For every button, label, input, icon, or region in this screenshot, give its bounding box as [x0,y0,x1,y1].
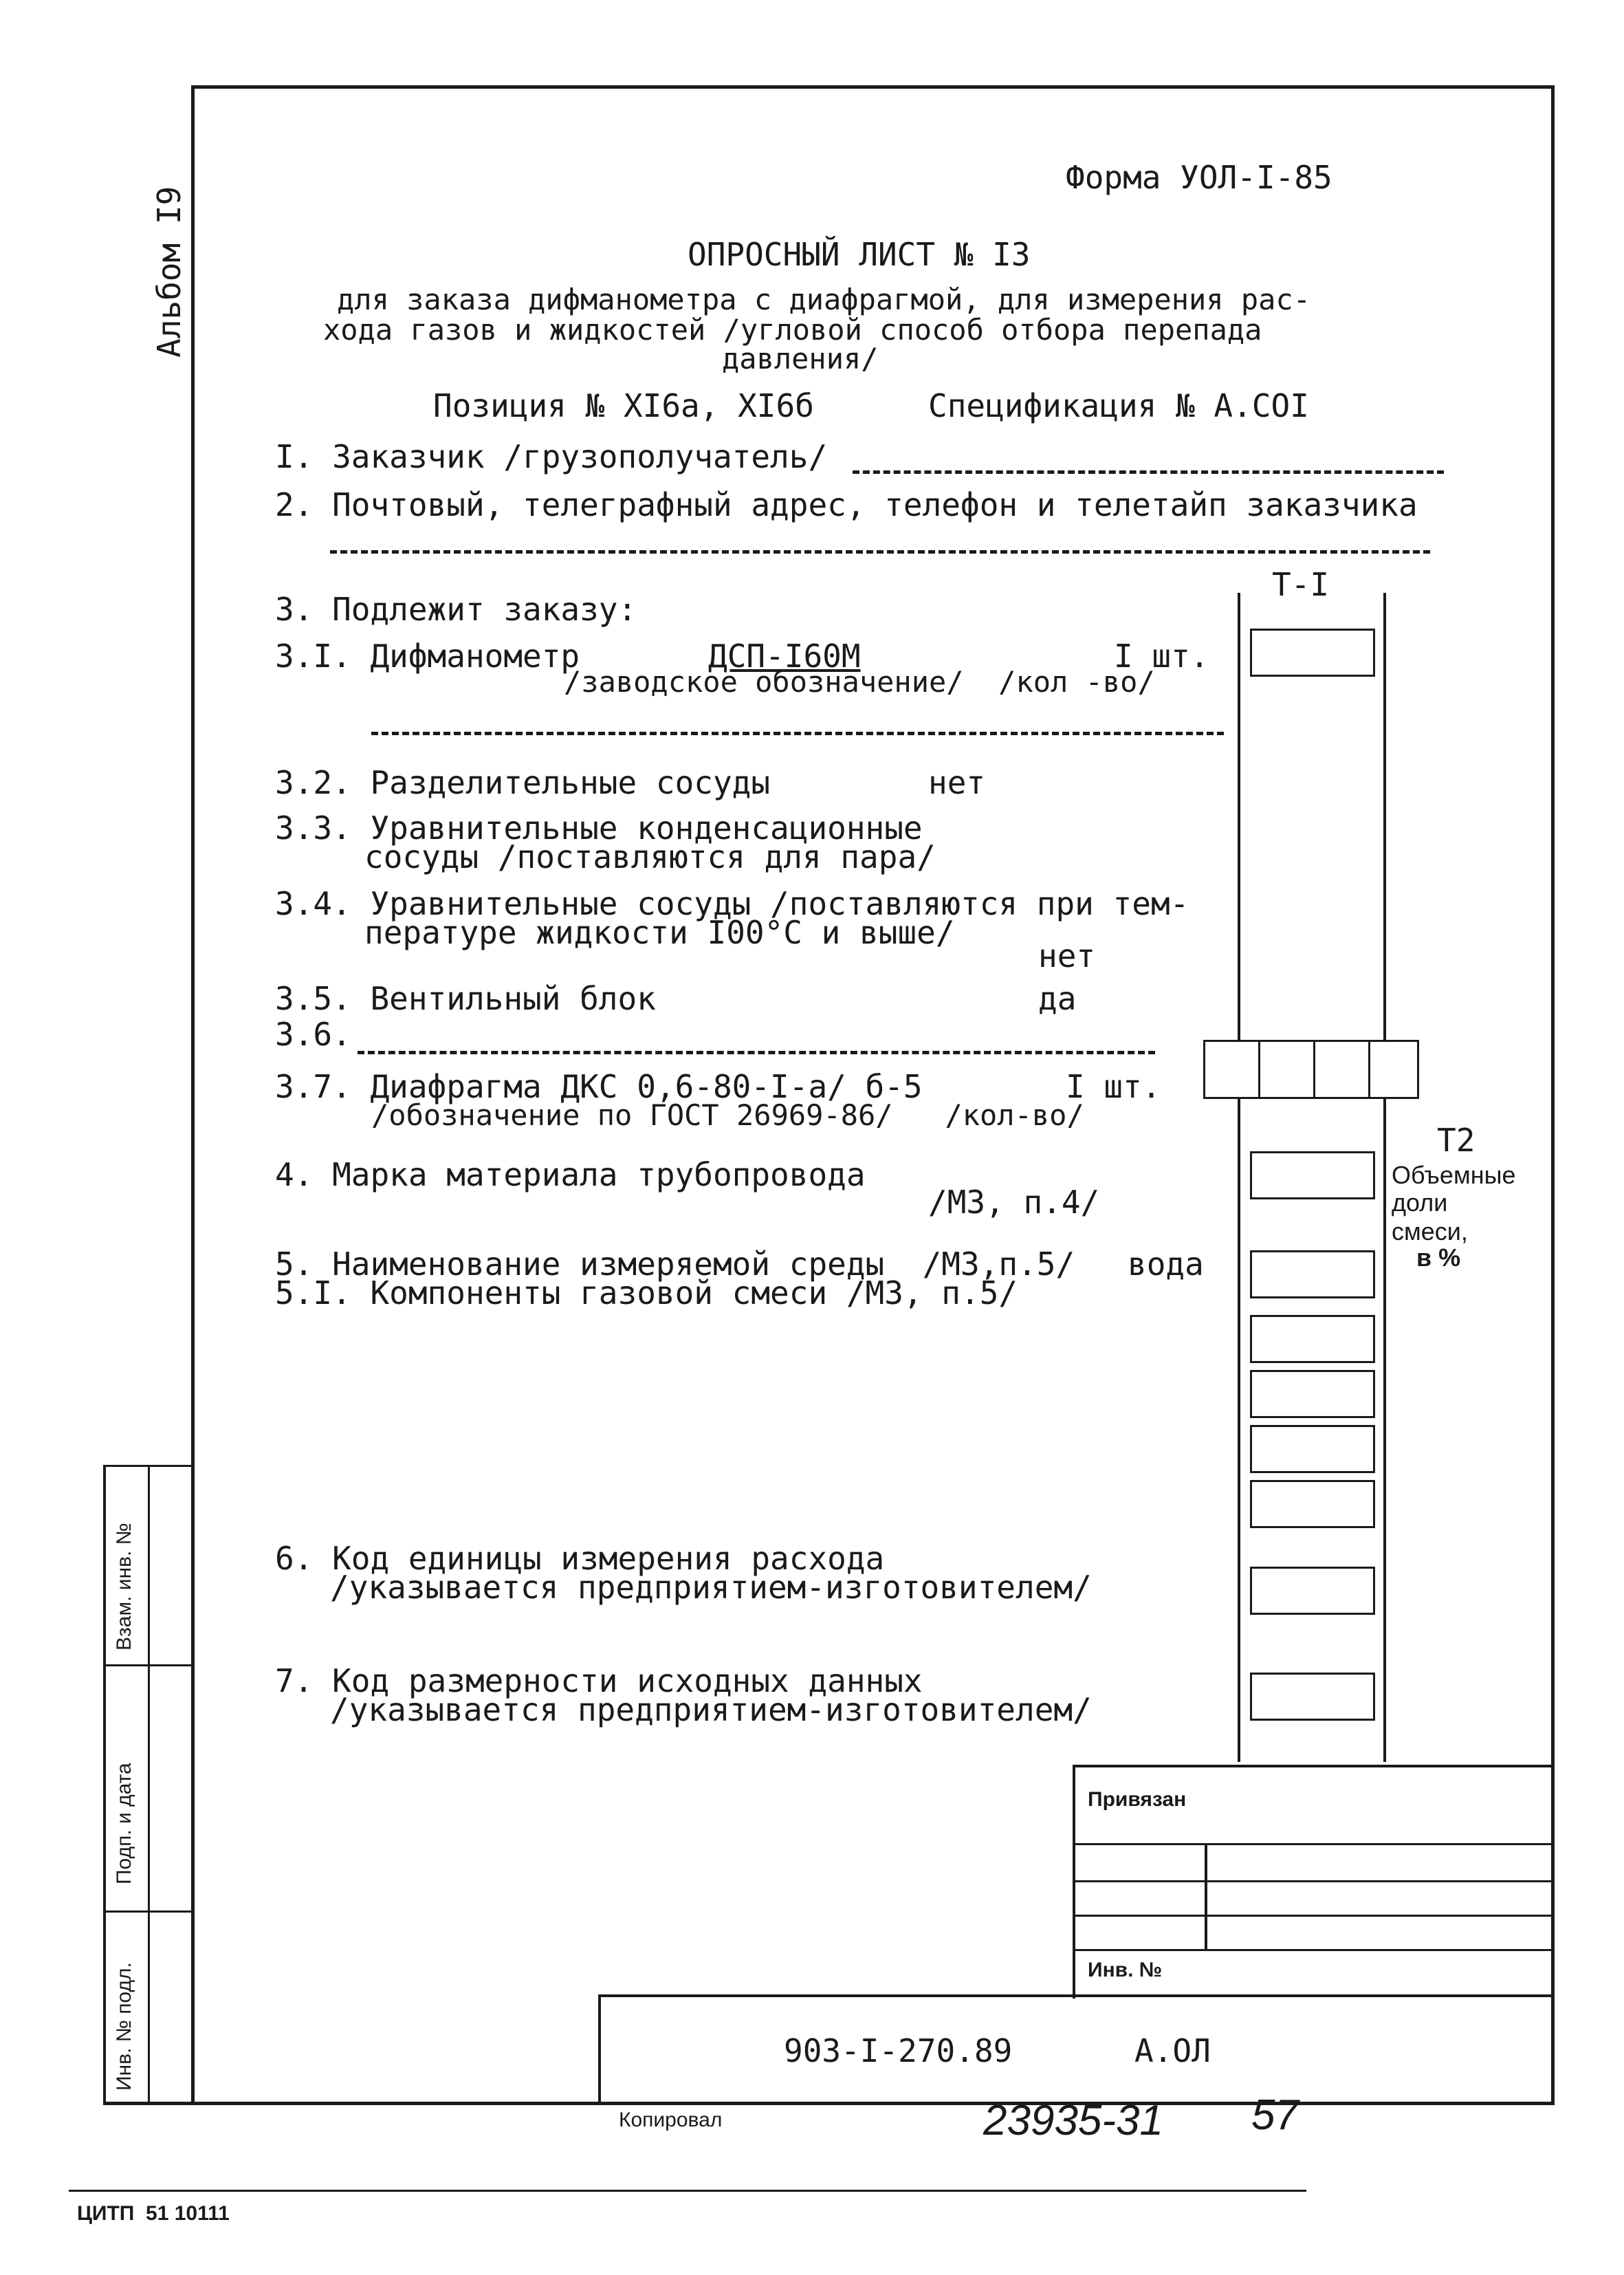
stamp-row-2 [1073,1880,1554,1882]
item-3-order: 3. Подлежит заказу: [275,591,637,628]
stamp-row-4 [1073,1949,1554,1951]
t2-desc-1: Объемные [1392,1161,1516,1189]
t2-label: Т2 [1437,1122,1475,1159]
item-3-1-value: ДСП-I60М [708,638,861,675]
t1-label: Т-I [1272,566,1330,603]
copied-label: Копировал [619,2109,723,2131]
item-3-6-label: 3.6. [275,1016,351,1053]
t1-grid-cell-4 [1368,1040,1419,1099]
t1-grid-cell-3 [1313,1040,1372,1099]
item-7-line2: /указывается предприятием-изготовителем/ [330,1691,1092,1728]
item-5-1-label: 5.I. Компоненты газовой смеси /М3, п.5/ [275,1274,1018,1311]
t2-entry-box-6 [1250,1480,1375,1528]
margin-strip-top [103,1465,193,1467]
t2-desc-2: доли [1392,1188,1448,1217]
t1-entry-box-1 [1250,629,1375,677]
handwritten-number: 23935-31 [983,2097,1164,2144]
item-3-6-fill-line [358,1051,1155,1054]
margin-field-substitute: Взам. инв. № [113,1523,135,1651]
item-3-1-label: 3.I. Дифманометр [275,638,580,675]
t2-desc-3: смеси, [1392,1217,1468,1245]
t2-entry-box-8 [1250,1673,1375,1721]
item-3-1-sub: /заводское обозначение/ /кол -во/ [564,665,1155,699]
item-3-3-line1: 3.3. Уравнительные конденсационные [275,809,923,847]
position-label: Позиция № XI6а, XI6б [433,387,814,424]
t2-desc-4: в % [1416,1243,1461,1272]
stamp-inv-label: Инв. № [1088,1959,1163,1981]
item-3-1-fill-line [371,732,1224,735]
frame-bottom [103,2102,1555,2105]
item-3-4-value: нет [1038,937,1096,975]
footer-code: ЦИТП 51 10111 [77,2202,230,2225]
item-7-line1: 7. Код размерности исходных данных [275,1662,923,1699]
t1-bar-right [1383,593,1386,1762]
item-3-2-label: 3.2. Разделительные сосуды [275,764,771,801]
t1-bar-left [1238,593,1240,1762]
page-number: 57 [1251,2091,1299,2139]
stamp-bound-label: Привязан [1088,1788,1187,1811]
margin-field-signature: Подп. и дата [113,1763,135,1884]
item-3-5-label: 3.5. Вентильный блок [275,980,656,1017]
subtitle-line3: давления/ [722,342,879,375]
frame-left [191,85,195,2104]
item-6-line2: /указывается предприятием-изготовителем/ [330,1569,1092,1606]
stamp-row-1 [1073,1843,1554,1845]
item-6-line1: 6. Код единицы измерения расхода [275,1540,885,1577]
item-5-label: 5. Наименование измеряемой среды /М3,п.5/ [275,1245,1075,1283]
margin-strip-left [103,1465,106,2103]
item-1-customer: I. Заказчик /грузополучатель/ [275,438,828,475]
page-title: ОПРОСНЫЙ ЛИСТ № I3 [688,236,1031,273]
t2-entry-box-3 [1250,1315,1375,1363]
title-block-top [598,1994,1554,1997]
item-3-4-line1: 3.4. Уравнительные сосуды /поставляются при тем- [275,885,1189,922]
item-3-7-qty: I шт. [1066,1068,1161,1105]
album-label: Альбом I9 [151,186,188,358]
margin-strip-mid [148,1465,150,2103]
item-3-7-label: 3.7. Диафрагма ДКС 0,6-80-I-а/ б-5 [275,1068,923,1105]
margin-field-inventory: Инв. № подл. [113,1962,135,2091]
t2-entry-box-7 [1250,1567,1375,1615]
item-2-address: 2. Почтовый, телеграфный адрес, телефон и телетайп заказчика [275,486,1418,523]
item-3-2-value: нет [928,764,986,801]
item-3-3-line2: сосуды /поставляются для пара/ [364,838,936,875]
stamp-top [1073,1765,1554,1767]
footer-rule [69,2190,1306,2192]
sheet-code: А.ОЛ [1134,2032,1211,2069]
title-block-left [598,1994,601,2104]
item-5-value: вода [1128,1245,1204,1283]
t1-grid-cell-1 [1203,1040,1262,1099]
subtitle-line1: для заказа дифманометра с диафрагмой, для измерения рас- [337,283,1311,316]
subtitle-line2: хода газов и жидкостей /угловой способ отбора перепада [323,313,1262,347]
form-code: Форма УОЛ-I-85 [1066,159,1332,196]
document-number: 903-I-270.89 [784,2032,1013,2069]
frame-right [1551,85,1555,2104]
stamp-row-3 [1073,1915,1554,1917]
t1-grid-cell-2 [1258,1040,1317,1099]
t2-entry-box-4 [1250,1370,1375,1418]
item-1-fill-line [853,470,1444,474]
item-3-4-line2: пературе жидкости I00°С и выше/ [364,914,955,951]
margin-strip-sep1 [103,1664,193,1666]
stamp-col [1205,1843,1207,1949]
specification-label: Спецификация № А.COI [928,387,1309,424]
margin-strip-sep2 [103,1911,193,1913]
item-3-1-qty: I шт. [1114,638,1209,675]
item-2-fill-line [330,550,1430,554]
t2-entry-box-2 [1250,1250,1375,1298]
t2-entry-box-5 [1250,1425,1375,1473]
t2-entry-box-1 [1250,1151,1375,1199]
frame-top [193,85,1554,89]
item-3-5-value: да [1038,980,1077,1017]
item-4-label: 4. Марка материала трубопровода [275,1156,866,1193]
item-4-value: /М3, п.4/ [928,1184,1100,1221]
item-3-7-sub: /обозначение по ГОСТ 26969-86/ /кол-во/ [371,1098,1084,1132]
